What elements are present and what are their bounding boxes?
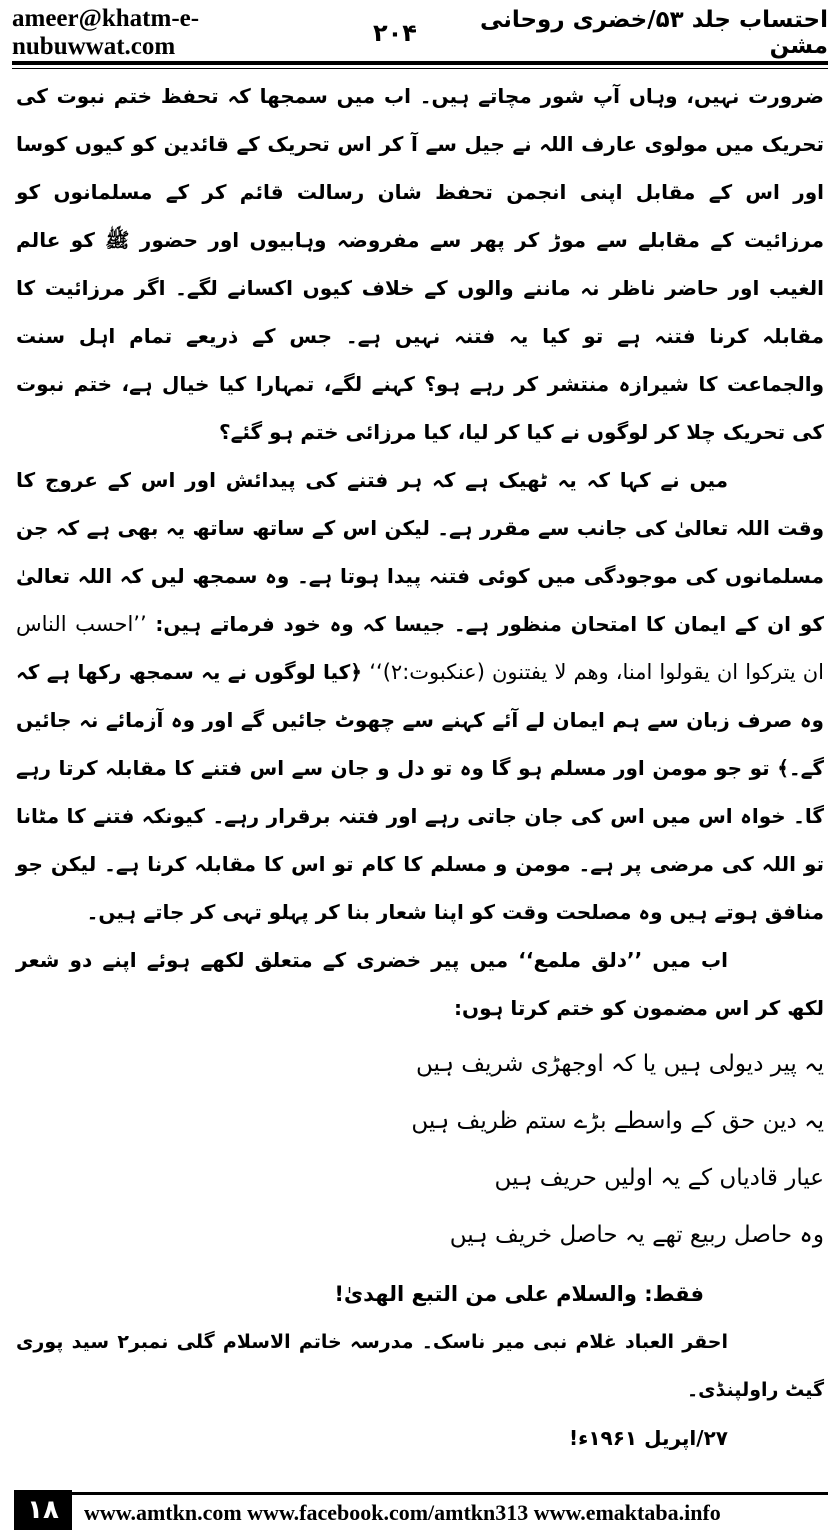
- footer-rule: [72, 1492, 828, 1495]
- verse-line: عیار قادیاں کے یہ اولیں حریف ہیں: [494, 1165, 824, 1191]
- page-footer: [0, 1490, 840, 1540]
- header-rule-thick: [12, 61, 828, 65]
- running-title: احتساب جلد ۵۳/خضری روحانی مشن: [479, 7, 828, 59]
- author-signature: احقر العباد غلام نبی میر ناسک۔ مدرسہ خاتم الاسلام گلی نمبر۲ سید پوری گیٹ راولپنڈی۔: [16, 1331, 824, 1401]
- page-header: [12, 5, 828, 60]
- header-email: ameer@khatm-e-nubuwwat.com: [12, 5, 200, 60]
- verse-line: یہ پیر دیولی ہیں یا کہ اوجھڑی شریف ہیں: [416, 1051, 824, 1077]
- paragraph-2: [16, 456, 824, 936]
- poem-verses: [16, 1036, 824, 1264]
- quran-quote: ’’احسب الناس ان یترکوا ان یقولوا امنا، وھم لا یفتنون (عنکبوت:۲)‘‘: [16, 612, 824, 684]
- paragraph-3: اب میں ’’دلق ملمع‘‘ میں پیر خضری کے متعلق لکھے ہوئے اپنے دو شعر لکھ کر اس مضمون کو ختم کرتا ہوں:: [16, 948, 824, 1020]
- paragraph-2-intro: میں نے کہا کہ یہ ٹھیک ہے کہ ہر فتنے کی پیدائش اور اس کے عروج کا وقت اللہ تعالیٰ کی جانب سے مقرر ہے۔ لیکن اس کے ساتھ ساتھ یہ بھی ہے کہ جن مسلمانوں کی موجودگی میں کوئی فتنہ پیدا ہوتا ہے۔ وہ سمجھ لیں کہ اللہ تعالیٰ کو ان کے ایمان کا امتحان منظور ہے۔ جیسا کہ وہ خود فرماتے ہیں:: [16, 468, 824, 636]
- header-left: [12, 5, 417, 61]
- closing-salutation: فقط: والسلام علی من التبع الھدیٰ!: [334, 1282, 704, 1306]
- page-body: [16, 72, 824, 1462]
- page-number: ۲۰۴: [373, 19, 417, 47]
- header-rule-thin: [12, 68, 828, 69]
- paragraph-2-rest: ﴿کیا لوگوں نے یہ سمجھ رکھا ہے کہ وہ صرف زبان سے ہم ایمان لے آئے کہنے سے چھوٹ جائیں گے اور وہ آزمائے نہ جائیں گے۔﴾ تو جو مومن اور مسلم ہو گا وہ تو دل و جان سے اس فتنے کا مقابلہ کرتا رہے گا۔ خواہ اس میں اس کی جان جاتی رہے اور فتنہ برقرار رہے۔ کیونکہ فتنے کا مٹانا تو اللہ کی مرضی پر ہے۔ مومن و مسلم کا کام تو اس کا مقابلہ کرنا ہے۔ لیکن جو منافق ہوتے ہیں وہ مصلحت وقت کو اپنا شعار بنا کر پہلو تہی کر جاتے ہیں۔: [16, 660, 824, 924]
- verse-line: یہ دین حق کے واسطے بڑے ستم ظریف ہیں: [411, 1108, 824, 1134]
- verse-line: وہ حاصل ربیع تھے یہ حاصل خریف ہیں: [449, 1222, 824, 1248]
- paragraph-1: ضرورت نہیں، وہاں آپ شور مچاتے ہیں۔ اب میں سمجھا کہ تحفظ ختم نبوت کی تحریک میں مولوی عارف اللہ نے جیل سے آ کر اس تحریک کے قائدین کو کیوں کوسا اور اس کے مقابل اپنی انجمن تحفظ شان رسالت قائم کر کے مسلمانوں کو مرزائیت کے مقابلے سے موڑ کر پھر سے مفروضہ وہابیوں اور حضور ﷺ کو عالم الغیب اور حاضر ناظر نہ ماننے والوں کے خلاف کیوں اکسانے لگے۔ اگر مرزائیت کا مقابلہ کرنا فتنہ ہے تو کیا یہ فتنہ نہیں ہے۔ جس کے ذریعے تمام اہل سنت والجماعت کا شیرازہ منتشر کر رہے ہو؟ کہنے لگے، تمہارا کیا خیال ہے، ختم نبوت کی تحریک چلا کر لوگوں نے کیا کر لیا، کیا مرزائی ختم ہو گئے؟: [16, 84, 824, 444]
- footer-links: www.amtkn.com www.facebook.com/amtkn313 www.emaktaba.info: [84, 1500, 721, 1525]
- footer-page-number: ۱۸: [14, 1490, 72, 1530]
- letter-date: ۲۷/اپریل ۱۹۶۱ء!: [568, 1426, 728, 1450]
